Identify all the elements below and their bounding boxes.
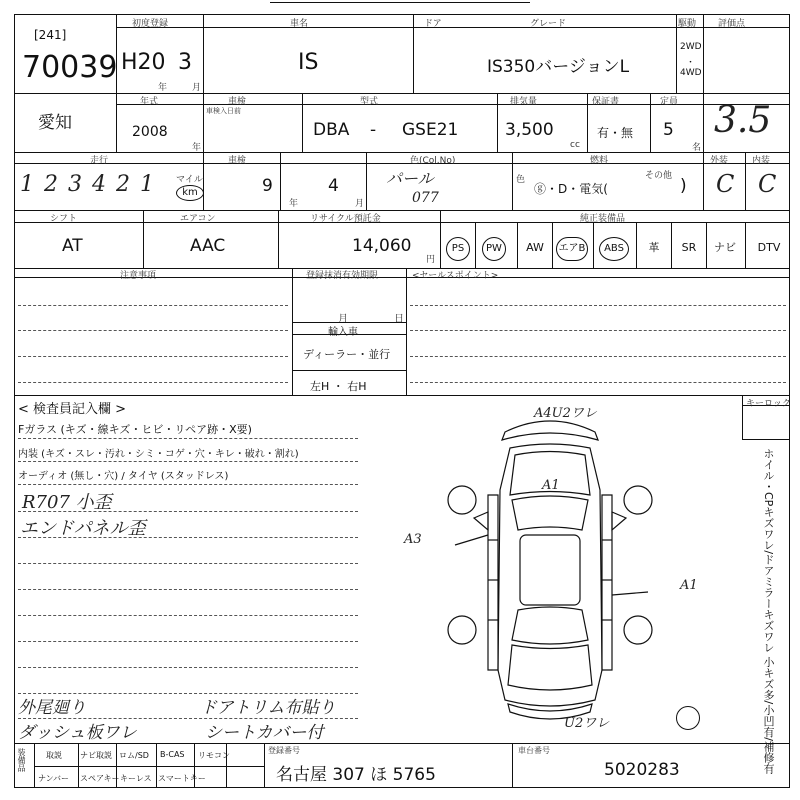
- interior-label: 内装: [752, 156, 771, 166]
- inspector-interior: 内装 (キズ・スレ・汚れ・シミ・コゲ・穴・キレ・破れ・割れ): [18, 449, 299, 460]
- equip-label: 純正装備品: [580, 214, 626, 224]
- damage-legend: ホイル・CPキズワレ/ドアミラーキズワレ 小キズ多/小凹有/補修有: [762, 448, 775, 774]
- equip-sr: SR: [681, 241, 697, 254]
- doors-label: ドア: [424, 19, 442, 29]
- equip-abs: ABS: [594, 228, 634, 268]
- footer-smart-key: スマートキー: [158, 774, 206, 783]
- drive-label: 駆動: [678, 19, 697, 29]
- fuel: ⓖ・D・電気(: [534, 182, 608, 196]
- equip-leather: 革: [648, 241, 660, 254]
- plate-number: 名古屋 307 ほ 5765: [276, 765, 436, 785]
- aircon-label: エアコン: [180, 214, 216, 224]
- equip-navi: ナビ: [714, 241, 736, 254]
- lot-bracket: [241]: [34, 28, 67, 42]
- color-label: 色(Col.No): [410, 156, 456, 166]
- damage-mark-hood: A1: [542, 478, 560, 493]
- inspect-year: 9: [262, 176, 273, 196]
- model-prefix: DBA: [313, 120, 350, 140]
- equip-ps: PS: [441, 228, 475, 268]
- car-name: IS: [298, 50, 319, 75]
- shift-label: シフト: [50, 214, 78, 224]
- equip-pw: PW: [476, 228, 512, 268]
- region: 愛知: [38, 113, 72, 133]
- footer-remote: リモコン: [198, 751, 230, 760]
- inspect-month: 4: [328, 176, 339, 196]
- mileage-label: 走行: [90, 156, 109, 166]
- era-year: H20: [121, 50, 166, 75]
- inspector-audio: オーディオ (無し・穴) / タイヤ (スタッドレス): [18, 471, 229, 482]
- grade-label: グレード: [530, 19, 567, 29]
- color-no: 077: [412, 190, 439, 206]
- capacity-label: 定員: [660, 97, 679, 107]
- import-hand: 左H ・ 右H: [310, 380, 367, 393]
- color: パール: [386, 169, 434, 188]
- model-year: 2008: [132, 124, 168, 140]
- equip-dtv: DTV: [757, 241, 781, 254]
- footer-rom-sd: ロム/SD: [119, 751, 149, 760]
- score-label: 評価点: [718, 19, 746, 29]
- inspector-title: < 検査員記入欄 >: [18, 402, 127, 417]
- aircon: AAC: [190, 236, 226, 256]
- lot-number: 70039: [22, 50, 118, 85]
- warranty-label: 保証書: [592, 97, 620, 107]
- chassis-label: 車台番号: [518, 746, 550, 755]
- bottom-note-1: 外尾廻り: [18, 698, 86, 718]
- footer-bcas: B-CAS: [160, 750, 185, 759]
- bottom-note-4: シートカバー付: [205, 723, 324, 743]
- page-title-fragment: [270, 0, 530, 3]
- footer-manual: 取説: [46, 751, 62, 760]
- plate-label: 登録番号: [268, 746, 300, 755]
- drive-4wd: 4WD: [680, 68, 702, 78]
- handwritten-note-2: エンドパネル歪: [20, 518, 146, 539]
- import-dealer: ディーラー・並行: [303, 348, 391, 361]
- damage-mark-rear: U2ワレ: [564, 716, 610, 731]
- footer-navi-manual: ナビ取説: [80, 751, 112, 760]
- spare-circle: [676, 706, 700, 730]
- car-damage-diagram: [430, 400, 670, 740]
- exterior-label: 外装: [710, 156, 729, 166]
- inspect-date-label: 車検: [228, 156, 247, 166]
- damage-mark-front: A4U2ワレ: [534, 406, 597, 421]
- model-code: GSE21: [402, 120, 459, 140]
- reg-expire-label: 登録抹消有効期限: [306, 271, 379, 281]
- exterior-grade: C: [716, 170, 735, 198]
- capacity: 5: [663, 120, 674, 140]
- first-reg-label: 初度登録: [132, 19, 169, 29]
- footer-number: ナンバー: [38, 774, 70, 783]
- sales-point-label: <セールスポイント>: [412, 271, 499, 281]
- footer-keyless: キーレス: [120, 774, 152, 783]
- footer-spare-key: スペアキー: [80, 774, 120, 783]
- bottom-note-3: ドアトリム布貼り: [200, 698, 336, 718]
- interior-grade: C: [758, 170, 777, 198]
- reg-note: 車検入日前: [206, 107, 241, 115]
- damage-mark-right: A1: [680, 578, 698, 593]
- fuel-label: 燃料: [590, 156, 609, 166]
- displacement: 3,500: [505, 120, 554, 140]
- shift: AT: [62, 236, 83, 256]
- inspector-glass: Fガラス (キズ・線キズ・ヒビ・リペア跡・X要): [18, 423, 252, 436]
- keylock-label: キーロック: [746, 399, 791, 409]
- equip-aw: AW: [526, 241, 544, 254]
- notes-label: 注意事項: [120, 271, 157, 281]
- grade: IS350バージョンL: [487, 57, 630, 77]
- recycle-label: リサイクル預託金: [310, 214, 381, 224]
- equip-airbag: エアB: [552, 228, 592, 268]
- displacement-label: 排気量: [510, 97, 538, 107]
- recycle: 14,060: [352, 236, 412, 256]
- footer-side-label: 装備品: [17, 748, 26, 772]
- mileage: 123421: [20, 172, 164, 197]
- damage-mark-left: A3: [404, 532, 422, 547]
- inspection-label: 車検: [228, 97, 247, 107]
- import-title: 輸入車: [328, 327, 358, 338]
- chassis-number: 5020283: [604, 760, 680, 780]
- year-label: 年式: [140, 97, 159, 107]
- car-name-label: 車名: [290, 19, 309, 29]
- score-value: 3.5: [714, 100, 772, 141]
- first-reg-month: 3: [178, 50, 192, 75]
- model-label: 型式: [360, 97, 379, 107]
- bottom-note-2: ダッシュ板ワレ: [18, 723, 137, 743]
- drive-2wd: 2WD: [680, 42, 702, 52]
- warranty: 有・無: [597, 126, 634, 140]
- km-circled: km: [176, 185, 204, 201]
- handwritten-note-1: R707 小歪: [22, 492, 112, 513]
